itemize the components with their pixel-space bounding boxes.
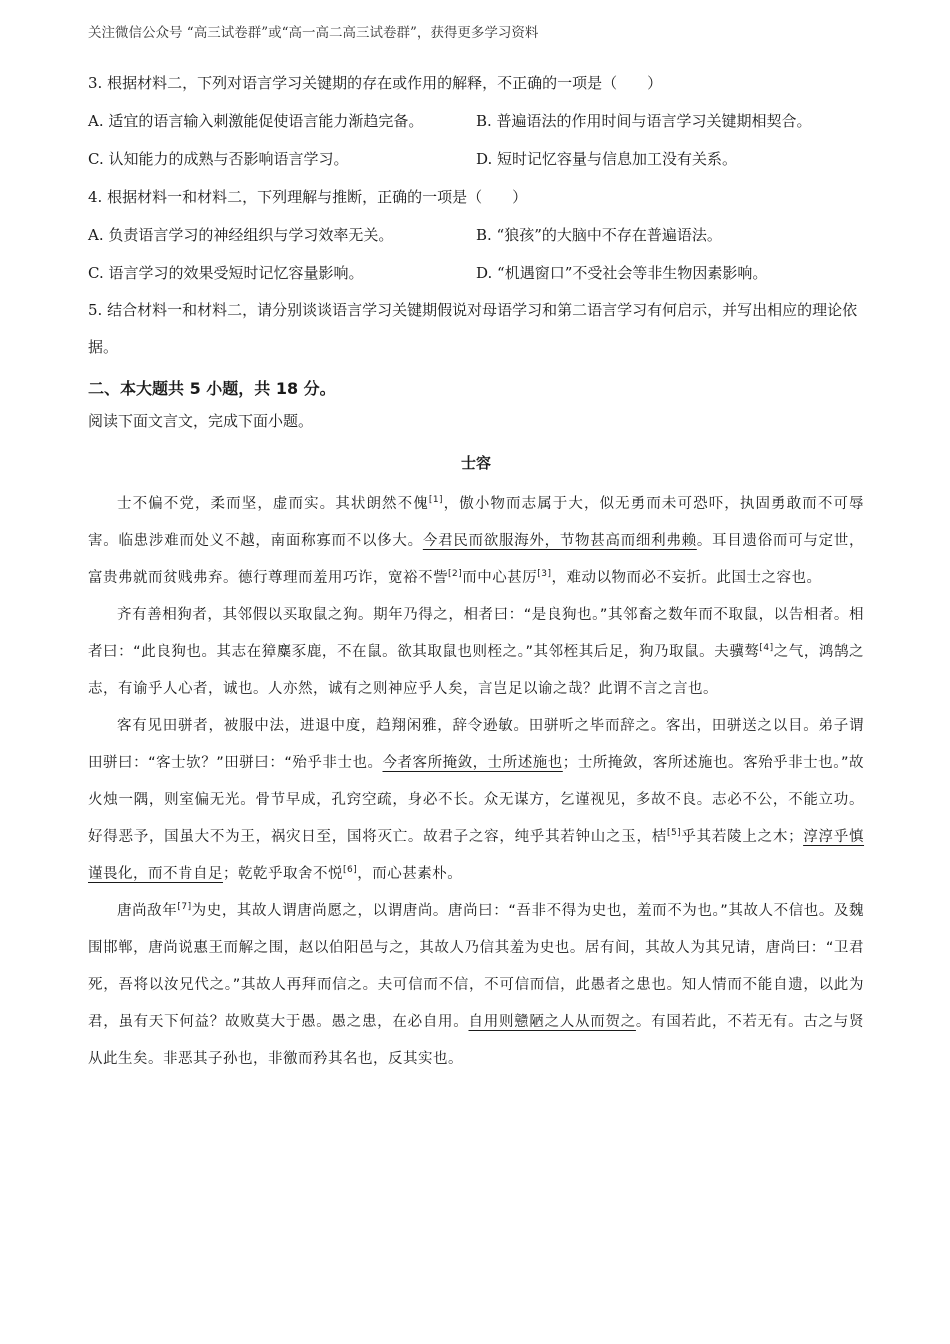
page-header-notice: 关注微信公众号 “高三试卷群”或“高一高二高三试卷群”，获得更多学习资料: [88, 25, 539, 41]
question-5-stem: 5. 结合材料一和材料二，请分别谈谈语言学习关键期假说对母语学习和第二语言学习有何启示，并写出相应的理论依据。: [88, 301, 858, 356]
footnote-6: [6]: [343, 865, 358, 876]
q3-option-b: B. 普遍语法的作用时间与语言学习关键期相契合。: [476, 112, 812, 130]
underlined-sentence-3: 淳淳乎慎谨畏化，而不肯自足: [88, 829, 865, 882]
underlined-sentence-1: 今君民而欲服海外，节物甚高而细利弗赖: [422, 533, 697, 549]
passage-paragraph-4: 唐尚敌年[7]为史，其故人谓唐尚愿之，以谓唐尚。唐尚曰：“吾非不得为史也，羞而不为也。”其故人不信也。及魏围邯郸，唐尚说惠王而解之围，赵以伯阳邑与之，其故人乃信其羞为史也。居有间，其故人为其兄请，唐尚曰：“卫君死，吾将以汝兄代之。”其故人再拜而信之。夫可信而不信，不可信而信，此愚者之患也。知人情而不能自遗，以此为君，虽有天下何益？故败莫大于愚。愚之患，在必自用。自用则戆陋之人从而贺之。有国若此，不若无有。古之与贤从此生矣。非恶其子孙也，非徼而矜其名也，反其实也。: [88, 902, 865, 1067]
question-4-options-row-2: [88, 262, 864, 284]
underlined-sentence-2: 今者客所掩敛，士所述施也: [382, 755, 563, 771]
section-2-intro: 阅读下面文言文，完成下面小题。: [88, 412, 314, 430]
passage-paragraph-3: 客有见田骈者，被服中法，进退中度，趋翔闲雅，辞令逊敏。田骈听之毕而辞之。客出，田骈送之以目。弟子谓田骈曰：“客士欤？”田骈曰：“殆乎非士也。今者客所掩敛，士所述施也；士所掩敛，客所述施也。客殆乎非士也。”故火烛一隅，则室偏无光。骨节早成，孔窍空疏，身必不长。众无谋方，乞谨视见，多故不良。志必不公，不能立功。好得恶予，国虽大不为王，祸灾日至，国将灭亡。故君子之容，纯乎其若钟山之玉，桔[5]乎其若陵上之木；淳淳乎慎谨畏化，而不肯自足；乾乾乎取舍不悦[6]，而心甚素朴。: [88, 718, 865, 882]
question-3-stem: 3. 根据材料二，下列对语言学习关键期的存在或作用的解释，不正确的一项是（ ）: [88, 74, 663, 92]
underlined-sentence-4: 自用则戆陋之人从而贺之: [468, 1014, 636, 1030]
question-4-stem: 4. 根据材料一和材料二，下列理解与推断，正确的一项是（ ）: [88, 188, 528, 206]
footnote-7: [7]: [177, 902, 192, 913]
q3-option-c: C. 认知能力的成熟与否影响语言学习。: [88, 150, 349, 168]
q4-option-d: D. “机遇窗口”不受社会等非生物因素影响。: [476, 264, 768, 282]
question-3-options-row-1: [88, 110, 864, 132]
exam-page: [88, 22, 864, 1078]
q3-option-a: A. 适宜的语言输入刺激能促使语言能力渐趋完备。: [88, 112, 424, 130]
passage-title: 士容: [460, 454, 491, 472]
question-3-options-row-2: [88, 148, 864, 170]
q4-option-b: B. “狼孩”的大脑中不存在普遍语法。: [476, 226, 722, 244]
passage-paragraph-2: 齐有善相狗者，其邻假以买取鼠之狗。期年乃得之，相者曰：“是良狗也。”其邻畜之数年而不取鼠，以告相者。相者曰：“此良狗也。其志在獐麋豕鹿，不在鼠。欲其取鼠也则桎之。”其邻桎其后足，狗乃取鼠。夫骥骜[4]之气，鸿鹄之志，有谕乎人心者，诚也。人亦然，诚有之则神应乎人矣，言岂足以谕之哉？此谓不言之言也。: [88, 607, 864, 697]
footnote-3: [3]: [537, 569, 552, 580]
footnote-1: [1]: [428, 495, 444, 506]
footnote-5: [5]: [666, 828, 682, 839]
question-4-options-row-1: [88, 224, 864, 246]
q4-option-c: C. 语言学习的效果受短时记忆容量影响。: [88, 264, 364, 282]
section-2-title: 二、本大题共 5 小题，共 18 分。: [88, 379, 336, 398]
q3-option-d: D. 短时记忆容量与信息加工没有关系。: [476, 150, 738, 168]
footnote-2: [2]: [448, 569, 463, 580]
footnote-4: [4]: [759, 643, 774, 654]
passage-paragraph-1: 士不偏不党，柔而坚，虚而实。其状朗然不傀[1]，傲小物而志属于大，似无勇而未可恐吓，执固勇敢而不可辱害。临患涉难而处义不越，南面称寡而不以侈大。今君民而欲服海外，节物甚高而细利弗赖。耳目遗俗而可与定世，富贵弗就而贫贱弗弃。德行尊理而羞用巧诈，宽裕不訾[2]而中心甚厉[3]，难动以物而必不妄折。此国士之容也。: [88, 495, 865, 586]
q4-option-a: A. 负责语言学习的神经组织与学习效率无关。: [88, 226, 394, 244]
